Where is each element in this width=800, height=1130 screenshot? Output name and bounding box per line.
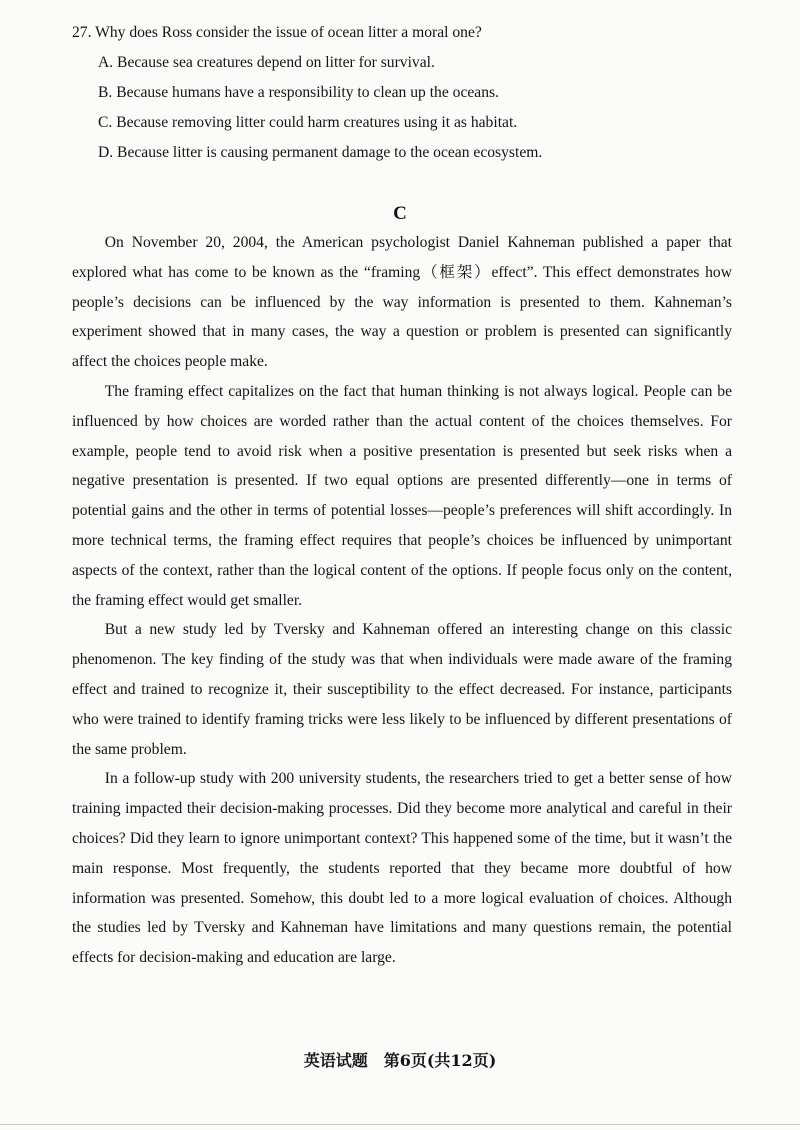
option-b[interactable]: B. Because humans have a responsibility to clean up the oceans. (98, 84, 499, 101)
paragraph-4: In a follow-up study with 200 university students, the researchers tried to get a better sense of how training impacted their decision-making processes. Did they become more analytical and careful in their choices? Did they learn to ignore unimportant context? This happened some of the time, but it wasn’t the main response. Most frequently, the students reported that they became more doubtful of how information was presented. Somehow, this doubt led to a more logical evaluation of choices. Although the studies led by Tversky and Kahneman have limitations and many questions remain, the potential effects for decision-making and education are large. (72, 770, 732, 967)
page-footer: 英语试题 第6页(共12页) (303, 1051, 497, 1070)
reading-passage (72, 228, 732, 973)
paragraph-3: But a new study led by Tversky and Kahneman offered an interesting change on this classic phenomenon. The key finding of the study was that when individuals were made aware of the framing effect and trained to recognize it, their susceptibility to the effect decreased. For instance, participants who were trained to identify framing tricks were less likely to be influenced by different presentations of the same problem. (72, 621, 732, 758)
section-title: C (393, 203, 407, 224)
option-d[interactable]: D. Because litter is causing permanent damage to the ocean ecosystem. (98, 144, 543, 161)
paragraph-1: On November 20, 2004, the American psychologist Daniel Kahneman published a paper that explored what has come to be known as the “framing（框架）effect”. This effect demonstrates how people’s decisions can be influenced by the way information is presented to them. Kahneman’s experiment showed that in many cases, the way a question or problem is presented can significantly affect the choices people make. (72, 234, 732, 371)
page-bottom-edge (0, 1124, 800, 1125)
question-stem: 27. Why does Ross consider the issue of ocean litter a moral one? (72, 24, 482, 41)
question-27 (72, 18, 762, 168)
option-c[interactable]: C. Because removing litter could harm creatures using it as habitat. (98, 114, 518, 131)
paragraph-2: The framing effect capitalizes on the fact that human thinking is not always logical. People can be influenced by how choices are worded rather than the actual content of the choices themselves. For example, people tend to avoid risk when a positive presentation is presented but seek risks when a negative presentation is presented. If two equal options are presented differently—one in terms of potential gains and the other in terms of potential losses—people’s preferences will shift accordingly. In more technical terms, the framing effect requires that people’s choices be influenced by unimportant aspects of the context, rather than the logical content of the options. If people focus only on the content, the framing effect would get smaller. (72, 382, 732, 609)
option-a[interactable]: A. Because sea creatures depend on litter for survival. (98, 54, 435, 71)
